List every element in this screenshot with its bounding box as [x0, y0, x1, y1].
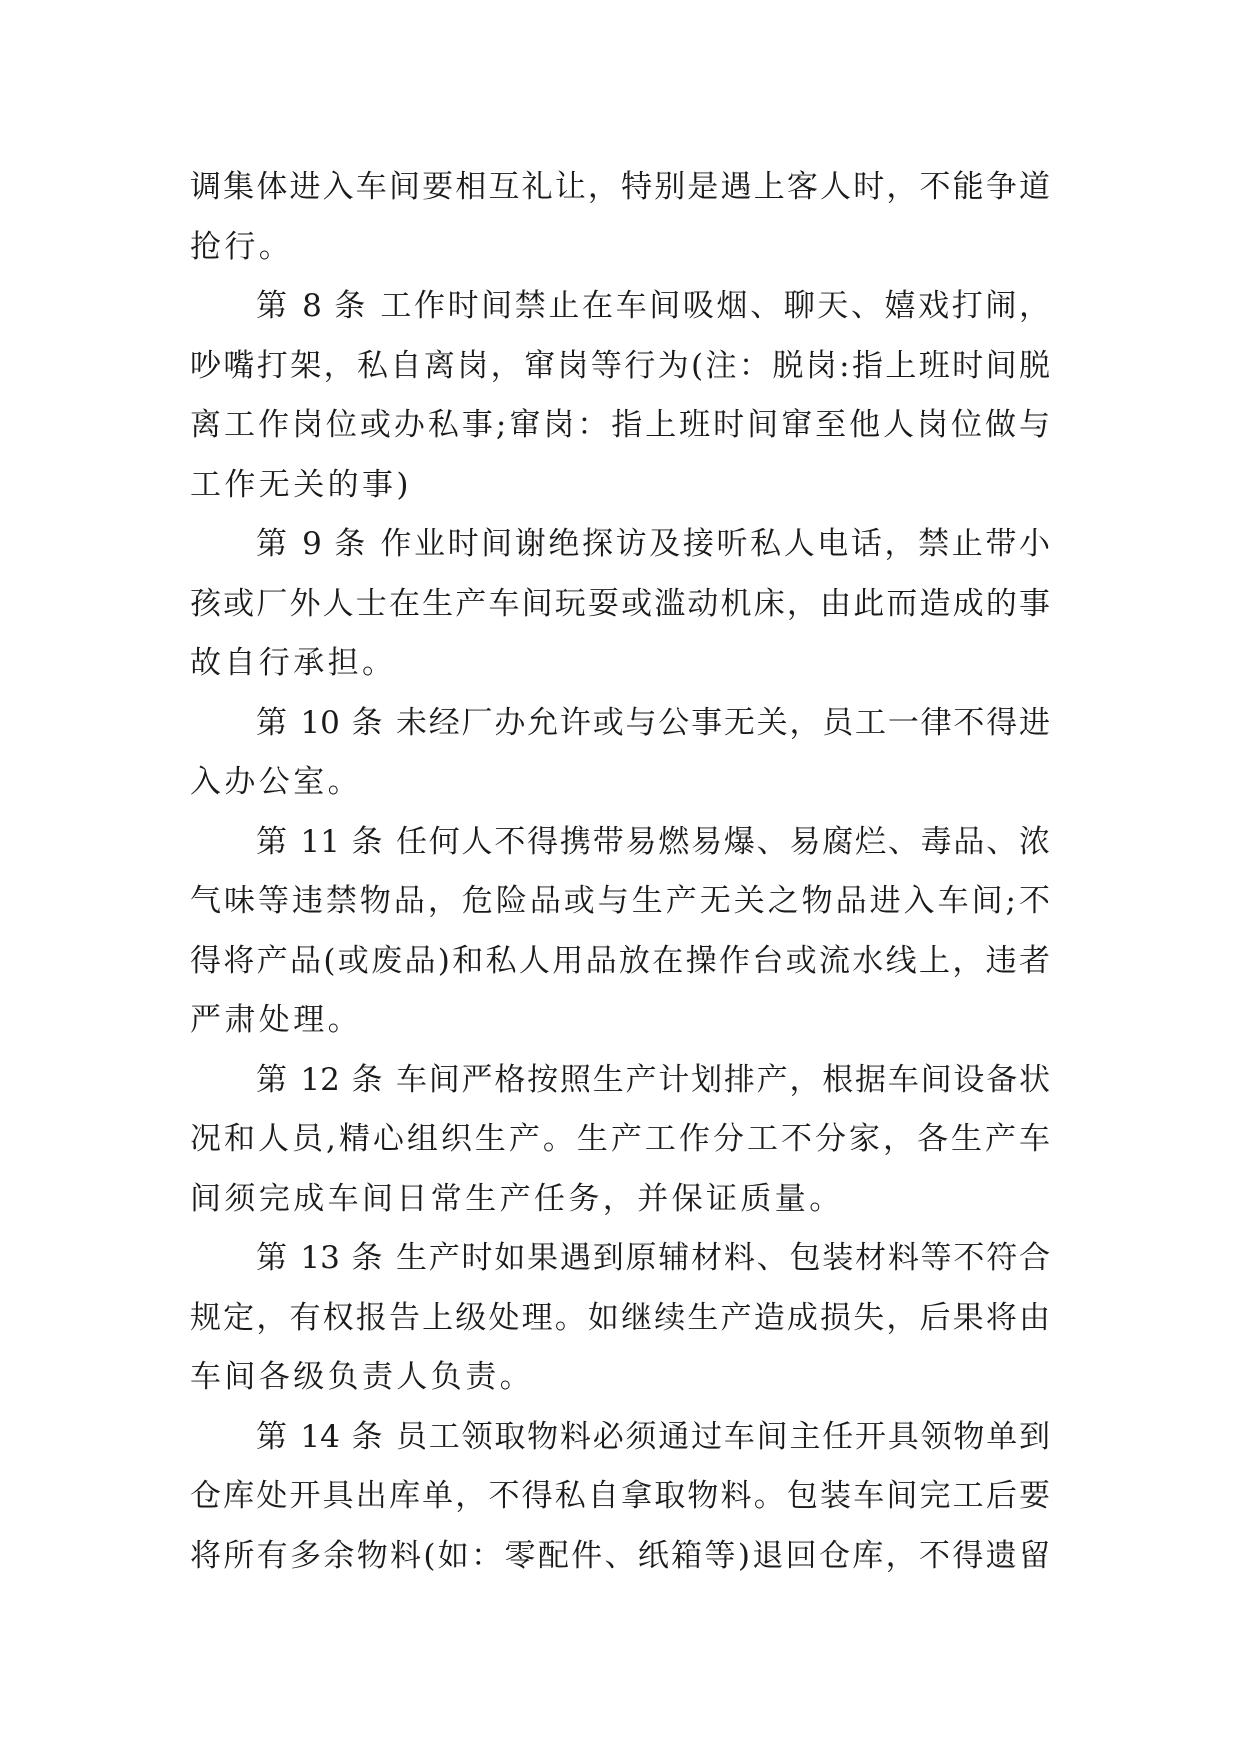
text-line: 况和人员,精心组织生产。生产工作分工不分家，各生产车: [190, 1121, 1050, 1157]
text-line: 抢行。: [190, 228, 294, 265]
article-14-line: 第 14 条 员工领取物料必须通过车间主任开具领物单到: [256, 1418, 1050, 1455]
text-line: 工作无关的事): [190, 466, 412, 503]
text-line: 离工作岗位或办私事;窜岗：指上班时间窜至他人岗位做与: [190, 407, 1050, 443]
text-line: 调集体进入车间要相互礼让，特别是遇上客人时，不能争道: [190, 169, 1050, 205]
body-text: [190, 158, 1050, 1586]
text-line: 入办公室。: [190, 764, 362, 800]
article-10-line: 第 10 条 未经厂办允许或与公事无关，员工一律不得进: [256, 704, 1050, 741]
text-line: 将所有多余物料(如：零配件、纸箱等)退回仓库，不得遗留: [190, 1537, 1050, 1574]
text-line: 得将产品(或废品)和私人用品放在操作台或流水线上，违者: [190, 942, 1050, 979]
text-line: 吵嘴打架，私自离岗，窜岗等行为(注：脱岗:指上班时间脱: [190, 347, 1050, 384]
text-line: 规定，有权报告上级处理。如继续生产造成损失，后果将由: [190, 1299, 1050, 1336]
article-11-line: 第 11 条 任何人不得携带易燃易爆、易腐烂、毒品、浓: [256, 823, 1050, 860]
text-line: 间须完成车间日常生产任务，并保证质量。: [190, 1180, 844, 1217]
text-line: 气味等违禁物品，危险品或与生产无关之物品进入车间;不: [190, 883, 1050, 919]
text-line: 仓库处开具出库单，不得私自拿取物料。包装车间完工后要: [190, 1478, 1050, 1514]
text-line: 故自行承担。: [190, 645, 397, 681]
text-line: 车间各级负责人负责。: [190, 1359, 534, 1395]
article-9-line: 第 9 条 作业时间谢绝探访及接听私人电话，禁止带小: [256, 526, 1050, 562]
article-12-line: 第 12 条 车间严格按照生产计划排产，根据车间设备状: [256, 1061, 1050, 1098]
article-8-line: 第 8 条 工作时间禁止在车间吸烟、聊天、嬉戏打闹，: [256, 288, 1050, 324]
text-line: 严肃处理。: [190, 1002, 362, 1038]
article-13-line: 第 13 条 生产时如果遇到原辅材料、包装材料等不符合: [256, 1240, 1050, 1276]
text-line: 孩或厂外人士在生产车间玩耍或滥动机床，由此而造成的事: [190, 585, 1050, 622]
